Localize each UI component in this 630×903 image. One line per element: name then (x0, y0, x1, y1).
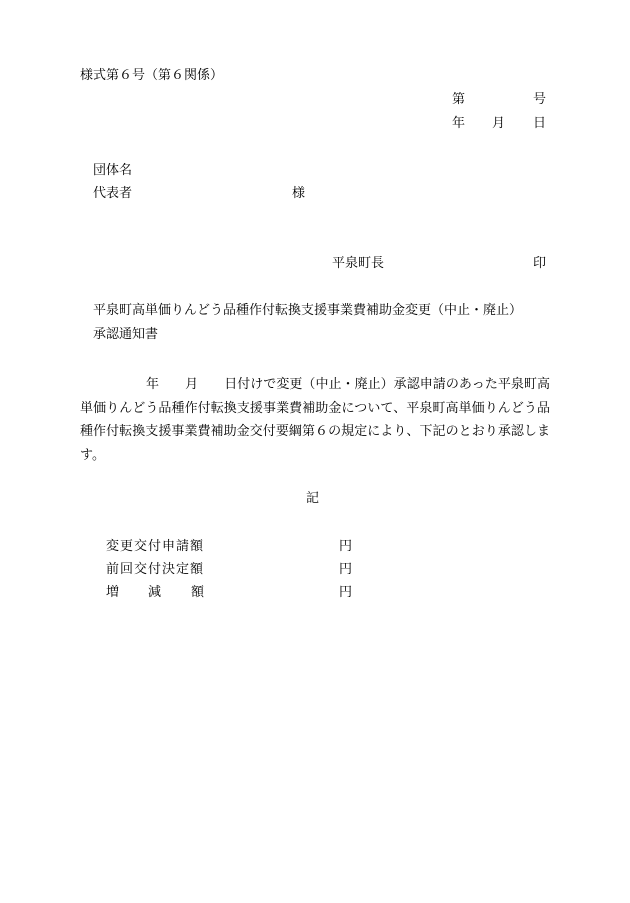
amount-label-difference-part2: 減 (148, 585, 162, 600)
body-year: 年 (146, 377, 160, 392)
doc-number-dai: 第 (452, 92, 466, 107)
body-paragraph (80, 373, 550, 467)
subject-line1: 平泉町高単価りんどう品種作付転換支援事業費補助金変更（中止・廃止） (93, 303, 523, 318)
body-text: 日付けで変更（中止・廃止）承認申請のあった平泉町高単価りんどう品種作付転換支援事業費補助金について、平泉町高単価りんどう品種作付転換支援事業費補助金交付要綱第６の規定により、下記のとおり承認します。 (80, 377, 550, 463)
addressee-rep-label: 代表者 (93, 186, 133, 201)
form-number: 様式第６号（第６関係） (80, 68, 224, 83)
amount-label-difference-part1: 増 (106, 585, 120, 600)
subject-line2: 承認通知書 (93, 327, 159, 342)
amount-label-difference-part3: 額 (191, 585, 205, 600)
doc-number-gou: 号 (533, 92, 547, 107)
amount-label-previous-decision: 前回交付決定額 (106, 562, 205, 577)
addressee-org-label: 団体名 (93, 163, 133, 178)
body-month: 月 (185, 377, 199, 392)
addressee-honorific: 様 (292, 186, 306, 201)
issuer-title: 平泉町長 (332, 256, 385, 271)
date-year: 年 (452, 116, 466, 131)
ki-heading: 記 (306, 491, 320, 506)
amount-unit-previous-decision: 円 (339, 562, 353, 577)
amount-unit-difference: 円 (339, 585, 353, 600)
amount-unit-change-request: 円 (339, 539, 353, 554)
issuer-seal: 印 (533, 256, 547, 271)
date-day: 日 (533, 116, 547, 131)
amount-label-change-request: 変更交付申請額 (106, 539, 205, 554)
date-month: 月 (492, 116, 506, 131)
